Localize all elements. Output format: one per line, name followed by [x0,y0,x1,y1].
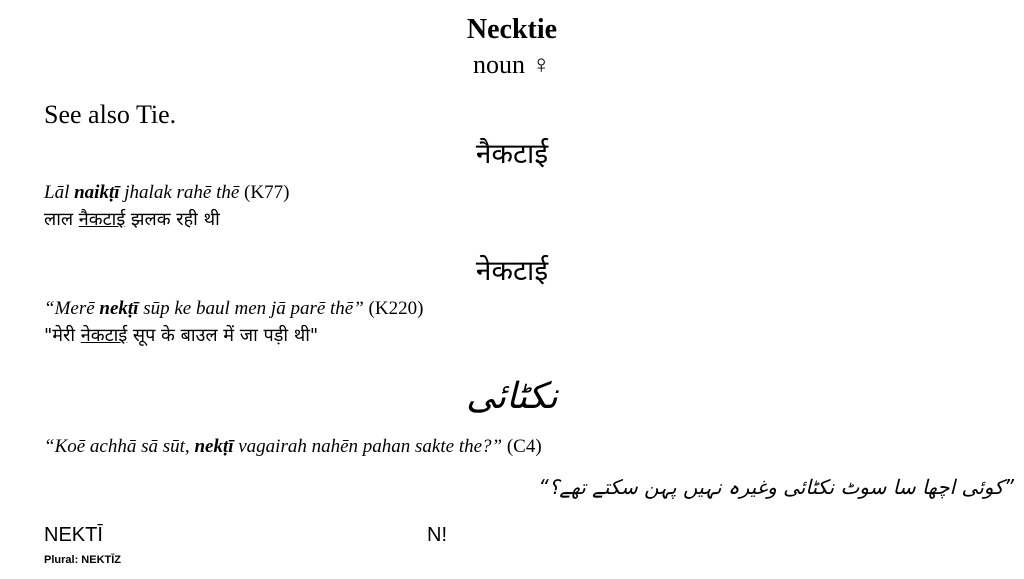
citation-text: vagairah nahēn pahan sakte the?” [233,436,503,457]
devanagari-example-2 [44,323,318,347]
see-also-note: See also Tie. [44,100,177,129]
example-keyword: नैकटाई [78,209,126,230]
marker-label: N! [427,524,447,546]
devanagari-form-2: नेकटाई [475,254,549,287]
devanagari-form-1: नैकटाई [475,137,549,170]
citation-source: (K77) [239,182,290,203]
plural-form: Plural: NEKTĪZ [44,554,122,566]
citation-text: jhalak rahē thē [119,182,240,203]
devanagari-example-1 [44,207,220,231]
example-keyword: नेकटाई [80,325,128,346]
citation-3 [44,436,542,458]
citation-text: “Koē achhā sā sūt, [44,436,195,457]
example-text: झलक रही थी [125,209,220,230]
urdu-form: نکٹائی [466,376,558,417]
example-text: लाल [44,209,79,230]
citation-text: Lāl [44,182,75,203]
citation-2 [44,298,423,320]
citation-source: (C4) [502,436,542,457]
citation-keyword: nekṭī [194,436,234,457]
headword: Necktie [466,14,558,45]
citation-keyword: naikṭī [74,182,120,203]
urdu-example: ”کوئی اچھا سا سوٹ نکٹائی وغیرہ نہیں پہن سکتے تھے؟“ [538,475,1014,499]
citation-keyword: nekṭī [99,298,139,319]
citation-text: sūp ke baul men jā parē thē” [138,298,364,319]
part-of-speech: noun ♀ [473,50,551,79]
citation-1 [44,182,289,204]
citation-source: (K220) [363,298,424,319]
transliteration-word: NEKTĪ [44,524,103,546]
example-text: सूप के बाउल में जा पड़ी थी" [127,325,319,346]
example-text: "मेरी [44,325,81,346]
citation-text: “Merē [44,298,100,319]
